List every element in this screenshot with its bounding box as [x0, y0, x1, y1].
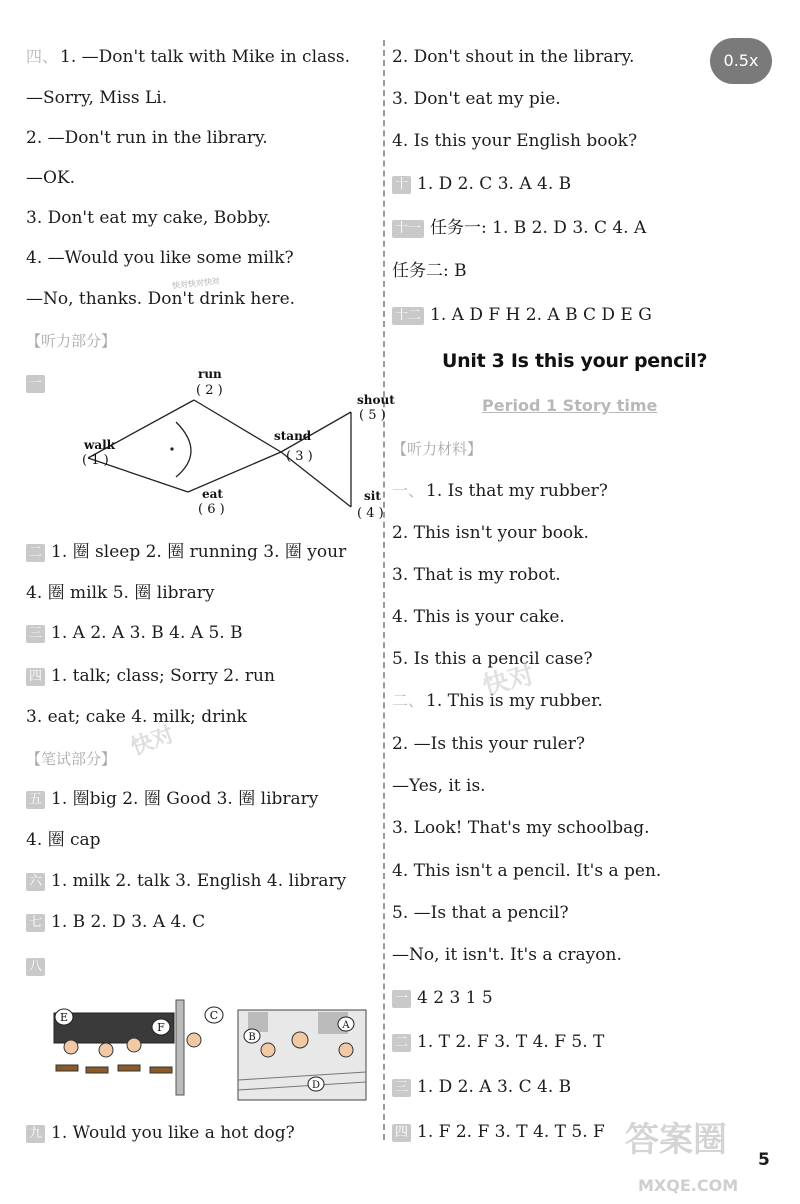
word-link-diagram [46, 362, 395, 522]
answer-line [392, 217, 646, 239]
answer-text: 1. F 2. F 3. T 4. T 5. F [417, 1122, 605, 1142]
answer-line [392, 480, 608, 502]
writing-section-heading: 【笔试部分】 [26, 750, 117, 768]
answer-text: 4. 圈 cap [26, 830, 101, 850]
node-num-stand: ( 3 ) [286, 449, 313, 464]
section-number: 十一 [392, 220, 424, 238]
node-word-shout: shout [357, 393, 395, 407]
student-figure [64, 1040, 78, 1054]
picture-label: A [342, 1020, 350, 1031]
student-figure [187, 1033, 201, 1047]
answer-line [26, 87, 167, 109]
section-number: 四 [26, 668, 45, 686]
answer-text: 1. T 2. F 3. T 4. F 5. T [417, 1032, 605, 1052]
diagram-dot [170, 447, 173, 450]
answer-line [392, 304, 652, 326]
answer-line [392, 46, 634, 68]
answer-text: 1. Is that my rubber? [426, 481, 608, 501]
answer-line [392, 260, 467, 282]
unit-title: Unit 3 Is this your pencil? [442, 350, 708, 372]
answer-line [26, 622, 243, 644]
section-number: 二 [392, 1034, 411, 1052]
playback-speed-badge[interactable]: 0.5x [710, 38, 772, 84]
listening-section-heading: 【听力部分】 [26, 332, 117, 350]
desk [150, 1067, 172, 1073]
diagram-mark [176, 422, 191, 477]
section-number: 七 [26, 914, 45, 932]
answer-line [392, 522, 589, 544]
answer-line [26, 288, 295, 310]
node-num-sit: ( 4 ) [357, 506, 384, 521]
answer-text: 2. Don't shout in the library. [392, 47, 635, 67]
door-frame [176, 1000, 184, 1095]
answer-text: 4. This isn't a pencil. It's a pen. [392, 861, 662, 881]
answer-line [26, 955, 51, 977]
watermark-url: MXQE.COM [638, 1176, 739, 1195]
student-figure [99, 1043, 113, 1057]
picture-label: E [59, 1011, 69, 1024]
answer-text: —Sorry, Miss Li. [26, 88, 168, 108]
answer-text: 4. 圈 milk 5. 圈 library [26, 583, 215, 603]
answer-line [26, 46, 350, 68]
column-divider [383, 40, 385, 1140]
child-figure [292, 1032, 308, 1048]
answer-line [392, 902, 569, 924]
answer-text: 4. This is your cake. [392, 607, 565, 627]
node-num-shout: ( 5 ) [359, 408, 386, 423]
section-number: 四 [392, 1124, 411, 1142]
answer-line [392, 775, 486, 797]
answer-text: 1. D 2. A 3. C 4. B [417, 1077, 572, 1097]
answer-text: 1. milk 2. talk 3. English 4. library [51, 871, 347, 891]
answer-text: —No, it isn't. It's a crayon. [392, 945, 622, 965]
answer-line [26, 788, 318, 810]
section-number: 十二 [392, 307, 424, 325]
answer-text: —Yes, it is. [392, 776, 486, 796]
section-number: 三 [392, 1079, 411, 1097]
section-number: 六 [26, 873, 45, 891]
answer-text: —OK. [26, 168, 76, 188]
answer-text: 2. —Is this your ruler? [392, 734, 585, 754]
node-num-run: ( 2 ) [196, 383, 223, 398]
answer-text: 1. A D F H 2. A B C D E G [430, 305, 652, 325]
answer-line [392, 944, 622, 966]
answer-text: 2. —Don't run in the library. [26, 128, 268, 148]
answer-text: 1. Would you like a hot dog? [51, 1123, 295, 1143]
node-word-stand: stand [274, 429, 312, 443]
section-number: 二、 [392, 691, 425, 710]
answer-text: 5. —Is that a pencil? [392, 903, 569, 923]
answer-line [392, 130, 637, 152]
answer-line [26, 1122, 295, 1144]
desk [118, 1065, 140, 1071]
answer-line [392, 1121, 605, 1143]
material-section-heading: 【听力材料】 [392, 440, 483, 458]
section-number: 三 [26, 625, 45, 643]
answer-text: 1. B 2. D 3. A 4. C [51, 912, 206, 932]
section-number: 九 [26, 1125, 45, 1143]
answer-text: 2. This isn't your book. [392, 523, 589, 543]
answer-line [392, 1031, 604, 1053]
section-number: 一 [26, 375, 45, 393]
child-figure [339, 1043, 353, 1057]
answer-text: 3. Don't eat my cake, Bobby. [26, 208, 271, 228]
picture-label: C [209, 1009, 219, 1022]
answer-text: 1. D 2. C 3. A 4. B [417, 174, 572, 194]
period-title: Period 1 Story time [482, 396, 658, 415]
answer-line [26, 207, 271, 229]
answer-line [392, 1076, 571, 1098]
node-word-run: run [198, 367, 222, 381]
node-word-eat: eat [202, 487, 223, 501]
classroom-illustration [46, 995, 236, 1100]
watermark-logo: 快对 [479, 659, 538, 703]
answer-line [26, 706, 247, 728]
student-figure [127, 1038, 141, 1052]
answer-text: 1. talk; class; Sorry 2. run [51, 666, 275, 686]
answer-text: 4 2 3 1 5 [417, 988, 493, 1008]
answer-text: 4. Is this your English book? [392, 131, 638, 151]
answer-text: 1. 圈 sleep 2. 圈 running 3. 圈 your [51, 542, 347, 562]
child-figure [261, 1043, 275, 1057]
node-num-eat: ( 6 ) [198, 502, 225, 517]
answer-line [26, 167, 75, 189]
section-number: 五 [26, 791, 45, 809]
picture-label: F [157, 1021, 165, 1034]
node-num-walk: ( 1 ) [82, 453, 109, 468]
answer-line [26, 870, 346, 892]
desk [56, 1065, 78, 1071]
node-word-walk: walk [84, 438, 115, 452]
answer-line [392, 733, 585, 755]
diagram-link [194, 400, 281, 452]
answer-line [26, 127, 268, 149]
answer-text: 3. Look! That's my schoolbag. [392, 818, 650, 838]
answer-line [26, 911, 205, 933]
picture-label: D [311, 1080, 321, 1091]
answer-text: 1. —Don't talk with Mike in class. [60, 47, 350, 67]
answer-line [392, 987, 493, 1009]
answer-line [392, 564, 561, 586]
section-number: 十 [392, 176, 411, 194]
node-word-sit: sit [364, 489, 381, 503]
watermark-brand: 答案圈 [625, 1120, 727, 1160]
answer-text: 3. Don't eat my pie. [392, 89, 561, 109]
picture-label: B [248, 1032, 256, 1043]
section-number: 四、 [26, 47, 59, 66]
answer-line [392, 173, 571, 195]
section-number: 二 [26, 544, 45, 562]
section-number: 一、 [392, 481, 425, 500]
page-number: 5 [758, 1150, 770, 1170]
answer-text: 1. This is my rubber. [426, 691, 603, 711]
answer-line [392, 606, 565, 628]
answer-line [392, 860, 661, 882]
answer-line [26, 829, 101, 851]
answer-line [26, 665, 275, 687]
playground-illustration [238, 1010, 366, 1100]
answer-text: 5. Is this a pencil case? [392, 649, 593, 669]
section-number: 八 [26, 958, 45, 976]
answer-text: 1. 圈big 2. 圈 Good 3. 圈 library [51, 789, 319, 809]
desk [86, 1067, 108, 1073]
answer-text: 4. —Would you like some milk? [26, 248, 294, 268]
section-number: 一 [392, 990, 411, 1008]
answer-text: —No, thanks. Don't drink here. [26, 289, 296, 309]
watermark-logo: 快对 [127, 722, 178, 761]
answer-line [392, 817, 650, 839]
answer-line [392, 88, 561, 110]
watermark-small-text: 快对快对快对 [171, 276, 221, 291]
answer-text: 任务一: 1. B 2. D 3. C 4. A [430, 218, 647, 238]
diagram-link [188, 452, 281, 492]
answer-line [26, 541, 346, 563]
answer-text: 3. eat; cake 4. milk; drink [26, 707, 247, 727]
answer-line [26, 247, 294, 269]
answer-line [26, 582, 215, 604]
answer-text: 3. That is my robot. [392, 565, 561, 585]
answer-text: 任务二: B [392, 261, 467, 281]
answer-text: 1. A 2. A 3. B 4. A 5. B [51, 623, 243, 643]
